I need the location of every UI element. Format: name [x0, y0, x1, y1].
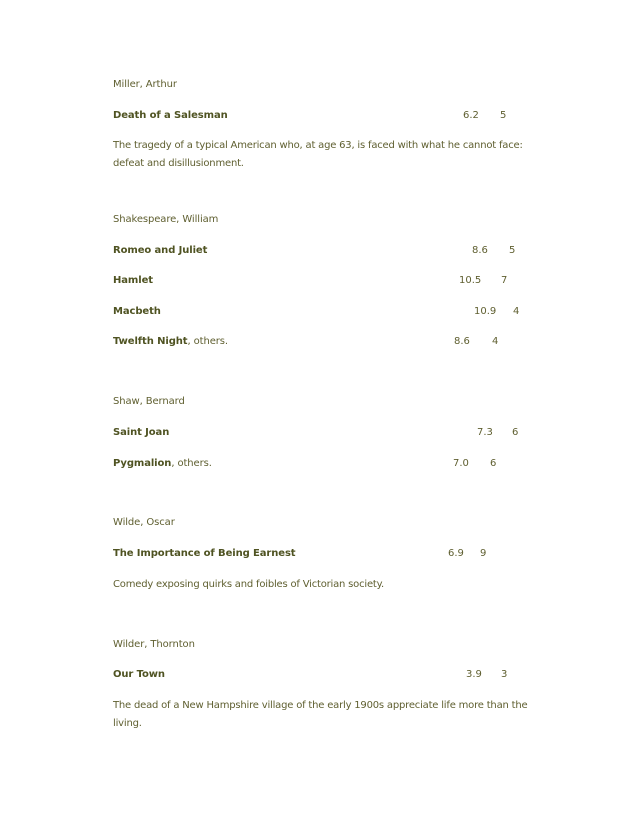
- author-name: Shaw, Bernard: [113, 396, 185, 407]
- interest-count: 5: [509, 245, 516, 256]
- interest-count: 7: [501, 275, 508, 286]
- work-title: Saint Joan: [113, 427, 170, 438]
- author-name: Wilder, Thornton: [113, 639, 195, 650]
- interest-count: 6: [512, 427, 519, 438]
- work-title: Death of a Salesman: [113, 110, 228, 121]
- work-title-suffix: , others.: [187, 336, 228, 347]
- author-name: Wilde, Oscar: [113, 517, 175, 528]
- work-title-row: [113, 424, 169, 441]
- work-title: Our Town: [113, 669, 165, 680]
- work-title: Twelfth Night: [113, 336, 188, 347]
- work-title-row: [113, 666, 165, 683]
- reading-level: 7.3: [477, 427, 493, 438]
- work-title-row: [113, 107, 228, 124]
- reading-level: 3.9: [466, 669, 482, 680]
- reading-level: 10.9: [474, 306, 497, 317]
- work-title: Pygmalion: [113, 458, 172, 469]
- work-title-row: [113, 303, 161, 320]
- work-title-row: [113, 242, 207, 259]
- work-title-row: [113, 272, 153, 289]
- work-title-row: [113, 455, 212, 472]
- reading-level: 10.5: [459, 275, 482, 286]
- work-description: The dead of a New Hampshire village of the early 1900s appreciate life more than the living.: [113, 700, 528, 729]
- interest-count: 6: [490, 458, 497, 469]
- work-description: The tragedy of a typical American who, at age 63, is faced with what he cannot face: defeat and disillusionment.: [113, 140, 523, 169]
- reading-level: 7.0: [453, 458, 469, 469]
- work-title-row: [113, 545, 295, 562]
- reading-level: 8.6: [454, 336, 470, 347]
- interest-count: 3: [501, 669, 508, 680]
- interest-count: 4: [492, 336, 499, 347]
- interest-count: 9: [480, 548, 487, 559]
- work-title: Hamlet: [113, 275, 153, 286]
- interest-count: 4: [513, 306, 520, 317]
- work-title-suffix: , others.: [171, 458, 212, 469]
- author-name: Miller, Arthur: [113, 79, 177, 90]
- reading-level: 6.2: [463, 110, 479, 121]
- work-description: Comedy exposing quirks and foibles of Victorian society.: [113, 579, 384, 590]
- interest-count: 5: [500, 110, 507, 121]
- reading-level: 8.6: [472, 245, 488, 256]
- work-title: Romeo and Juliet: [113, 245, 208, 256]
- author-name: Shakespeare, William: [113, 214, 219, 225]
- work-title: The Importance of Being Earnest: [113, 548, 296, 559]
- reading-level: 6.9: [448, 548, 464, 559]
- work-title: Macbeth: [113, 306, 161, 317]
- work-title-row: [113, 333, 228, 350]
